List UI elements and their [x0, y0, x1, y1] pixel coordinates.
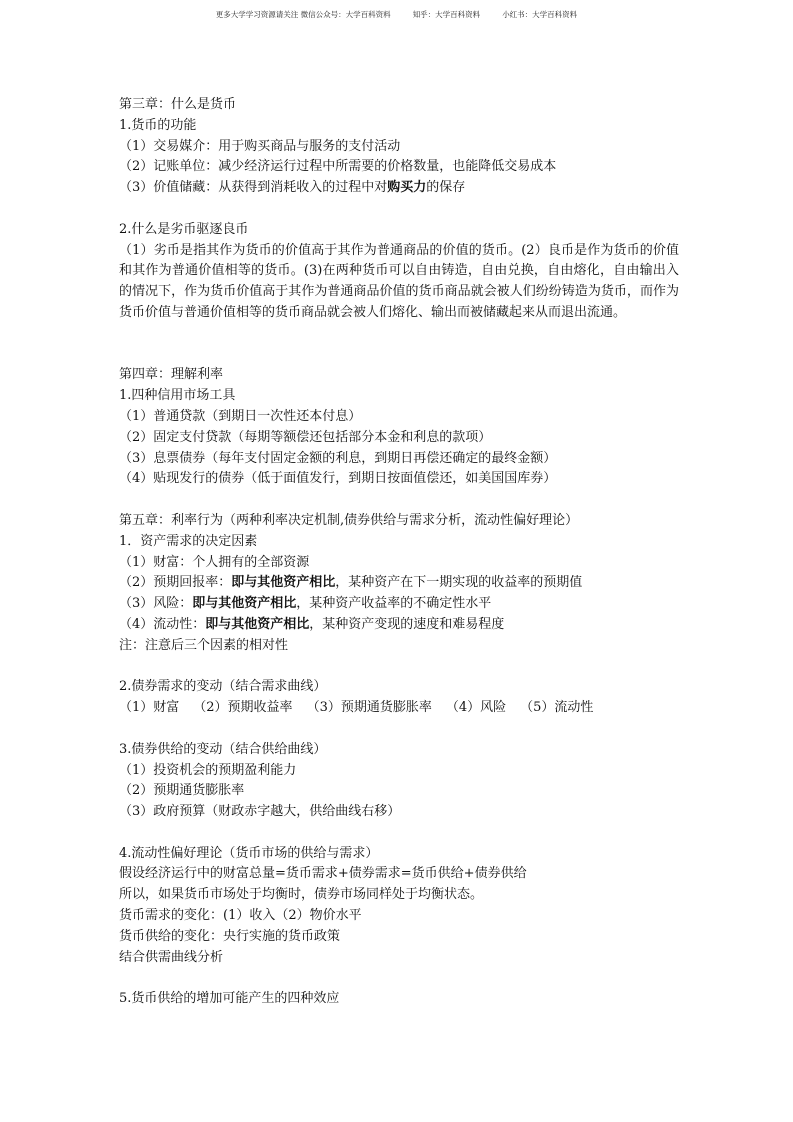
ch5-s2-item: （1）财富 [119, 700, 180, 716]
ch5-section3-title: 3.债券供给的变动（结合供给曲线） [119, 741, 327, 757]
ch5-s2-item: （2）预期收益率 [193, 700, 293, 716]
chapter3-title: 第三章：什么是货币 [119, 97, 237, 112]
ch5-s3-item2: （2）预期通货膨胀率 [119, 783, 245, 799]
ch5-s1-item1: （1）财富：个人拥有的全部资源 [119, 554, 310, 570]
ch5-s1-item4-bold: 即与其他资产相比 [205, 616, 310, 632]
ch5-section2-title: 2.债券需求的变动（结合需求曲线） [119, 679, 327, 695]
ch5-s3-item3: （3）政府预算（财政赤字越大，供给曲线右移） [119, 804, 401, 820]
ch5-s1-item3-bold: 即与其他资产相比 [192, 596, 297, 612]
page-header [0, 9, 793, 20]
ch4-section1-title: 1.四种信用市场工具 [119, 388, 236, 404]
ch3-s1-item3 [119, 178, 679, 199]
ch4-item1: （1）普通贷款（到期日一次性还本付息） [119, 408, 362, 424]
ch5-s3-item1: （1）投资机会的预期盈利能力 [119, 762, 297, 778]
ch5-section4-title: 4.流动性偏好理论（货币市场的供给与需求） [119, 845, 379, 861]
header-zhihu-text: 知乎：大学百科资料 [412, 10, 481, 19]
ch5-section5-title: 5.货币供给的增加可能产生的四种效应 [119, 991, 340, 1007]
ch5-s1-item2-pre: （2）预期回报率： [119, 575, 232, 591]
ch5-s1-item3-pre: （3）风险： [119, 596, 193, 612]
ch5-s1-item2-bold: 即与其他资产相比 [231, 575, 336, 591]
ch5-s1-item3 [119, 594, 679, 615]
ch5-s1-item4-pre: （4）流动性： [119, 616, 206, 632]
ch5-s2-item: （3）预期通货膨胀率 [306, 700, 432, 716]
ch5-s4-line1: 假设经济运行中的财富总量=货币需求+债券需求=货币供给+债券供给 [119, 866, 527, 882]
ch5-s4-line4: 货币供给的变化：央行实施的货币政策 [119, 928, 341, 944]
ch3-s1-item2: （2）记账单位：减少经济运行过程中所需要的价格数量，也能降低交易成本 [119, 159, 557, 175]
ch3-s1-item3-post: 的保存 [426, 180, 466, 196]
header-xiaohongshu-text: 小红书：大学百科资料 [502, 10, 578, 19]
chapter4-title: 第四章：理解利率 [119, 367, 224, 383]
ch5-s4-line5: 结合供需曲线分析 [119, 949, 224, 965]
ch5-s1-item4 [119, 615, 679, 636]
chapter5-title: 第五章：利率行为（两种利率决定机制,债券供给与需求分析，流动性偏好理论） [119, 512, 579, 528]
ch3-s1-item1: （1）交易媒介：用于购买商品与服务的支付活动 [119, 138, 401, 154]
ch5-s2-items [119, 698, 679, 719]
ch5-s1-item3-post: ，某种资产收益率的不确定性水平 [296, 596, 492, 612]
ch3-s2-paragraph: （1）劣币是指其作为货币的价值高于其作为普通商品的价值的货币。(2）良币是作为货币的价值和其作为普通价值相等的货币。(3)在两种货币可以自由铸造，自由兑换，自由熔化，自由输出入的情况下，作为货币价值高于其作为普通商品价值的货币商品就会被人们纷纷铸造为货币，而作为货币价值与普通价值相等的货币商品就会被人们熔化、输出而被储藏起来从而退出流通。 [119, 242, 679, 320]
ch5-s4-line3: 货币需求的变化：(1）收入（2）物价水平 [119, 908, 362, 924]
ch4-item2: （2）固定支付贷款（每期等额偿还包括部分本金和利息的款项） [119, 429, 492, 445]
ch5-s1-note: 注：注意后三个因素的相对性 [119, 637, 289, 653]
ch4-item3: （3）息票债券（每年支付固定金额的利息，到期日再偿还确定的最终金额） [119, 450, 557, 466]
ch3-section1-title: 1.货币的功能 [119, 117, 197, 133]
header-wechat-text: 更多大学学习资源请关注 微信公众号：大学百科资料 [215, 10, 391, 19]
ch3-section2-title: 2.什么是劣币驱逐良币 [119, 221, 249, 237]
ch5-s2-item: （4）风险 [445, 700, 507, 716]
ch4-item4: （4）贴现发行的债券（低于面值发行，到期日按面值偿还，如美国国库券） [119, 471, 557, 487]
ch5-s1-item2 [119, 573, 679, 594]
document-body [119, 95, 679, 1010]
ch5-s2-item: （5）流动性 [520, 700, 594, 716]
ch3-s1-item3-pre: （3）价值储藏：从获得到消耗收入的过程中对 [119, 180, 388, 196]
ch5-s4-line2: 所以，如果货币市场处于均衡时，债券市场同样处于均衡状态。 [119, 887, 484, 903]
ch5-s1-item2-post: ，某种资产在下一期实现的收益率的预期值 [335, 575, 583, 591]
ch3-s1-item3-bold: 购买力 [387, 180, 427, 196]
ch5-s1-item4-post: ，某种资产变现的速度和难易程度 [309, 616, 505, 632]
ch5-section1-title: 1．资产需求的决定因素 [119, 533, 258, 549]
